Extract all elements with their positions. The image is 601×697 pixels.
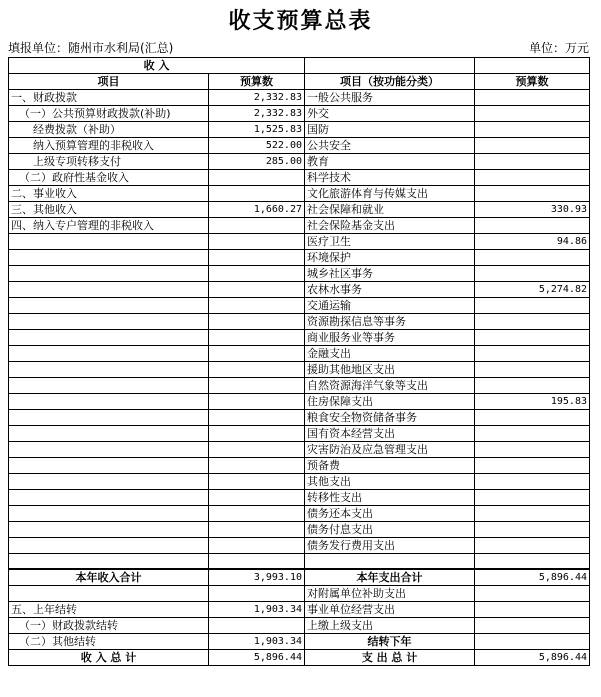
expense-item-label: 援助其他地区支出 (305, 362, 475, 378)
expense-item-label: 本年支出合计 (305, 569, 475, 586)
expense-item-value: 94.86 (475, 234, 590, 250)
expense-item-value (475, 218, 590, 234)
table-row (9, 122, 590, 138)
table-row (9, 490, 590, 506)
table-row (9, 282, 590, 298)
income-item-value (209, 362, 305, 378)
table-row (9, 330, 590, 346)
expense-item-value: 195.83 (475, 394, 590, 410)
income-item-value: 1,660.27 (209, 202, 305, 218)
expense-item-label: 城乡社区事务 (305, 266, 475, 282)
income-item-value (209, 346, 305, 362)
income-item-value (209, 474, 305, 490)
table-row (9, 170, 590, 186)
income-item-label (9, 234, 209, 250)
expense-item-label: 资源勘探信息等事务 (305, 314, 475, 330)
expense-item-value (475, 170, 590, 186)
income-item-value (209, 298, 305, 314)
income-item-value: 522.00 (209, 138, 305, 154)
table-row (9, 634, 590, 650)
income-item-label: 上级专项转移支付 (9, 154, 209, 170)
expense-item-value (475, 538, 590, 554)
expense-item-value (475, 586, 590, 602)
expense-item-label: 金融支出 (305, 346, 475, 362)
income-item-value (209, 250, 305, 266)
col-header-item-right: 项目（按功能分类） (305, 74, 475, 90)
table-row (9, 378, 590, 394)
table-row (9, 362, 590, 378)
expense-item-value (475, 410, 590, 426)
expense-item-value (475, 442, 590, 458)
income-item-value (209, 522, 305, 538)
income-item-label: 一、财政拨款 (9, 90, 209, 106)
table-row (9, 569, 590, 586)
table-row (9, 138, 590, 154)
expense-item-value (475, 250, 590, 266)
expense-item-label: 农林水事务 (305, 282, 475, 298)
expense-item-label: 医疗卫生 (305, 234, 475, 250)
income-item-value (209, 266, 305, 282)
income-item-value: 1,525.83 (209, 122, 305, 138)
income-item-value (209, 618, 305, 634)
col-header-budget-right: 预算数 (475, 74, 590, 90)
expense-item-label: 社会保险基金支出 (305, 218, 475, 234)
expense-item-value (475, 106, 590, 122)
expense-item-value (475, 266, 590, 282)
income-item-label (9, 538, 209, 554)
income-item-label: （二）其他结转 (9, 634, 209, 650)
income-item-value (209, 378, 305, 394)
expense-item-label: 住房保障支出 (305, 394, 475, 410)
income-item-label: 纳入预算管理的非税收入 (9, 138, 209, 154)
col-header-item: 项目 (9, 74, 209, 90)
income-item-label (9, 442, 209, 458)
expense-item-value (475, 298, 590, 314)
expense-item-label: 对附属单位补助支出 (305, 586, 475, 602)
table-header-row-1 (9, 58, 590, 74)
table-row (9, 410, 590, 426)
income-item-label: 二、事业收入 (9, 186, 209, 202)
income-item-value (209, 394, 305, 410)
table-row (9, 314, 590, 330)
table-row (9, 458, 590, 474)
income-item-label (9, 394, 209, 410)
income-item-label: 本年收入合计 (9, 569, 209, 586)
income-item-value (209, 234, 305, 250)
income-item-label (9, 346, 209, 362)
table-row (9, 586, 590, 602)
expense-item-label: 上缴上级支出 (305, 618, 475, 634)
income-item-label (9, 506, 209, 522)
expense-item-label: 支 出 总 计 (305, 650, 475, 666)
expense-item-label: 科学技术 (305, 170, 475, 186)
income-item-value: 2,332.83 (209, 90, 305, 106)
expense-item-label: 粮食安全物资储备事务 (305, 410, 475, 426)
table-row (9, 522, 590, 538)
expense-item-value: 5,896.44 (475, 569, 590, 586)
expense-item-value (475, 362, 590, 378)
expense-item-value (475, 122, 590, 138)
income-item-value (209, 490, 305, 506)
table-row (9, 250, 590, 266)
table-row (9, 186, 590, 202)
income-item-label: 经费拨款（补助） (9, 122, 209, 138)
table-row (9, 266, 590, 282)
expense-item-value (475, 474, 590, 490)
income-item-label (9, 522, 209, 538)
expense-item-label: 教育 (305, 154, 475, 170)
income-item-label (9, 330, 209, 346)
expense-item-label: 环境保护 (305, 250, 475, 266)
income-item-value (209, 218, 305, 234)
income-item-value (209, 314, 305, 330)
income-item-value (209, 586, 305, 602)
expense-item-value (475, 330, 590, 346)
income-item-label (9, 490, 209, 506)
table-row (9, 538, 590, 554)
table-row (9, 234, 590, 250)
income-item-value: 2,332.83 (209, 106, 305, 122)
table-row (9, 202, 590, 218)
expense-item-value (475, 618, 590, 634)
expense-item-label: 公共安全 (305, 138, 475, 154)
income-item-label: 四、纳入专户管理的非税收入 (9, 218, 209, 234)
table-row (9, 426, 590, 442)
table-row (9, 346, 590, 362)
table-row (9, 90, 590, 106)
expense-item-label: 债务发行费用支出 (305, 538, 475, 554)
income-item-value (209, 170, 305, 186)
income-item-label (9, 458, 209, 474)
expense-item-value (475, 90, 590, 106)
income-item-label: （一）公共预算财政拨款(补助) (9, 106, 209, 122)
table-row (9, 554, 590, 570)
expense-item-value (475, 314, 590, 330)
table-row (9, 618, 590, 634)
expense-item-label: 灾害防治及应急管理支出 (305, 442, 475, 458)
expense-item-value (475, 634, 590, 650)
income-item-value (209, 506, 305, 522)
expense-item-label: 债务还本支出 (305, 506, 475, 522)
expense-item-label: 预备费 (305, 458, 475, 474)
currency-unit: 单位：万元 (528, 41, 589, 55)
income-item-label: 三、其他收入 (9, 202, 209, 218)
expense-item-label (305, 554, 475, 570)
header-empty-cell (305, 58, 475, 74)
income-item-label (9, 410, 209, 426)
expense-item-label: 一般公共服务 (305, 90, 475, 106)
expense-item-value: 330.93 (475, 202, 590, 218)
income-item-label (9, 266, 209, 282)
expense-item-label: 商业服务业等事务 (305, 330, 475, 346)
table-row (9, 650, 590, 666)
income-item-label: 五、上年结转 (9, 602, 209, 618)
income-item-label (9, 586, 209, 602)
budget-table (8, 57, 590, 666)
header-empty-cell (475, 58, 590, 74)
income-item-value (209, 186, 305, 202)
income-item-value (209, 282, 305, 298)
income-item-label: 收 入 总 计 (9, 650, 209, 666)
expense-item-value: 5,274.82 (475, 282, 590, 298)
expense-item-value (475, 426, 590, 442)
table-row (9, 506, 590, 522)
income-item-value (209, 410, 305, 426)
table-body (9, 90, 590, 666)
income-item-value: 5,896.44 (209, 650, 305, 666)
expense-item-value (475, 154, 590, 170)
expense-item-value (475, 458, 590, 474)
income-item-value (209, 442, 305, 458)
income-item-value (209, 458, 305, 474)
expense-item-label: 转移性支出 (305, 490, 475, 506)
income-item-value: 1,903.34 (209, 634, 305, 650)
table-row (9, 298, 590, 314)
income-item-value (209, 554, 305, 570)
expense-item-label: 债务付息支出 (305, 522, 475, 538)
expense-item-label: 国防 (305, 122, 475, 138)
income-section-header: 收 入 (9, 58, 305, 74)
income-item-label (9, 298, 209, 314)
income-item-value: 3,993.10 (209, 569, 305, 586)
col-header-budget: 预算数 (209, 74, 305, 90)
expense-item-label: 国有资本经营支出 (305, 426, 475, 442)
income-item-value (209, 538, 305, 554)
expense-item-value (475, 506, 590, 522)
income-item-value (209, 330, 305, 346)
income-item-label: （一）财政拨款结转 (9, 618, 209, 634)
table-row (9, 474, 590, 490)
income-item-label (9, 362, 209, 378)
expense-item-value (475, 554, 590, 570)
income-item-label (9, 282, 209, 298)
expense-item-label: 社会保障和就业 (305, 202, 475, 218)
table-row (9, 218, 590, 234)
expense-item-label: 结转下年 (305, 634, 475, 650)
table-header-row-2 (9, 74, 590, 90)
income-item-label (9, 250, 209, 266)
expense-item-label: 外交 (305, 106, 475, 122)
income-item-label (9, 474, 209, 490)
income-item-label: （二）政府性基金收入 (9, 170, 209, 186)
expense-item-value: 5,896.44 (475, 650, 590, 666)
income-item-label (9, 378, 209, 394)
expense-item-value (475, 138, 590, 154)
expense-item-label: 交通运输 (305, 298, 475, 314)
table-row (9, 602, 590, 618)
expense-item-value (475, 490, 590, 506)
expense-item-value (475, 602, 590, 618)
table-row (9, 106, 590, 122)
expense-item-label: 自然资源海洋气象等支出 (305, 378, 475, 394)
expense-item-label: 其他支出 (305, 474, 475, 490)
expense-item-value (475, 522, 590, 538)
page-title: 收支预算总表 (228, 9, 373, 34)
expense-item-value (475, 378, 590, 394)
table-row (9, 154, 590, 170)
income-item-value: 1,903.34 (209, 602, 305, 618)
expense-item-value (475, 186, 590, 202)
income-item-value (209, 426, 305, 442)
income-item-label (9, 426, 209, 442)
expense-item-value (475, 346, 590, 362)
expense-item-label: 事业单位经营支出 (305, 602, 475, 618)
reporting-unit: 填报单位：随州市水利局(汇总) (8, 41, 174, 55)
income-item-label (9, 314, 209, 330)
expense-item-label: 文化旅游体育与传媒支出 (305, 186, 475, 202)
income-item-value: 285.00 (209, 154, 305, 170)
income-item-label (9, 554, 209, 570)
table-row (9, 442, 590, 458)
table-row (9, 394, 590, 410)
